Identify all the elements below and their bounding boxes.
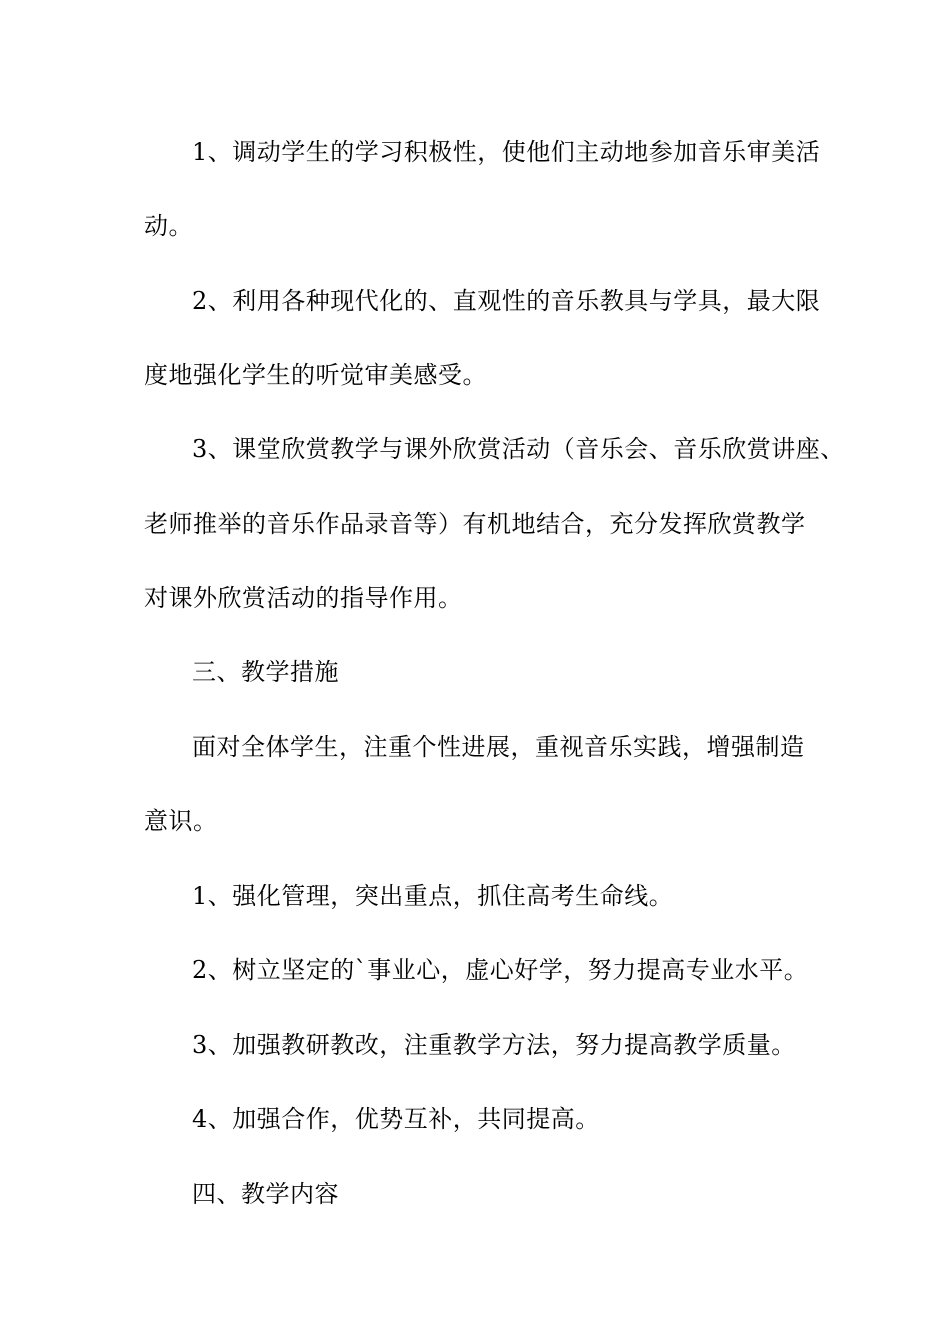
paragraph-1-line-2: 动。 [144,212,193,240]
paragraph-3-line-1: 3、课堂欣赏教学与课外欣赏活动（音乐会、音乐欣赏讲座、 [192,435,845,463]
measure-item-3: 3、加强教研教改，注重教学方法，努力提高教学质量。 [192,1031,796,1059]
paragraph-2-line-1: 2、利用各种现代化的、直观性的音乐教具与学具，最大限 [192,287,821,315]
measure-item-1: 1、强化管理，突出重点，抓住高考生命线。 [192,882,674,910]
section-heading-teaching-content: 四、教学内容 [192,1180,339,1208]
section-heading-teaching-measures: 三、教学措施 [192,658,339,686]
paragraph-3-line-2: 老师推举的音乐作品录音等）有机地结合，充分发挥欣赏教学 [144,510,806,538]
measure-item-4: 4、加强合作，优势互补，共同提高。 [192,1105,600,1133]
measure-item-2: 2、树立坚定的`事业心，虚心好学，努力提高专业水平。 [192,956,809,984]
paragraph-1-line-1: 1、调动学生的学习积极性，使他们主动地参加音乐审美活 [192,138,821,166]
paragraph-3-line-3: 对课外欣赏活动的指导作用。 [144,584,463,612]
paragraph-4-line-1: 面对全体学生，注重个性进展，重视音乐实践，增强制造 [192,733,805,761]
paragraph-2-line-2: 度地强化学生的听觉审美感受。 [144,361,487,389]
paragraph-4-line-2: 意识。 [144,807,218,835]
